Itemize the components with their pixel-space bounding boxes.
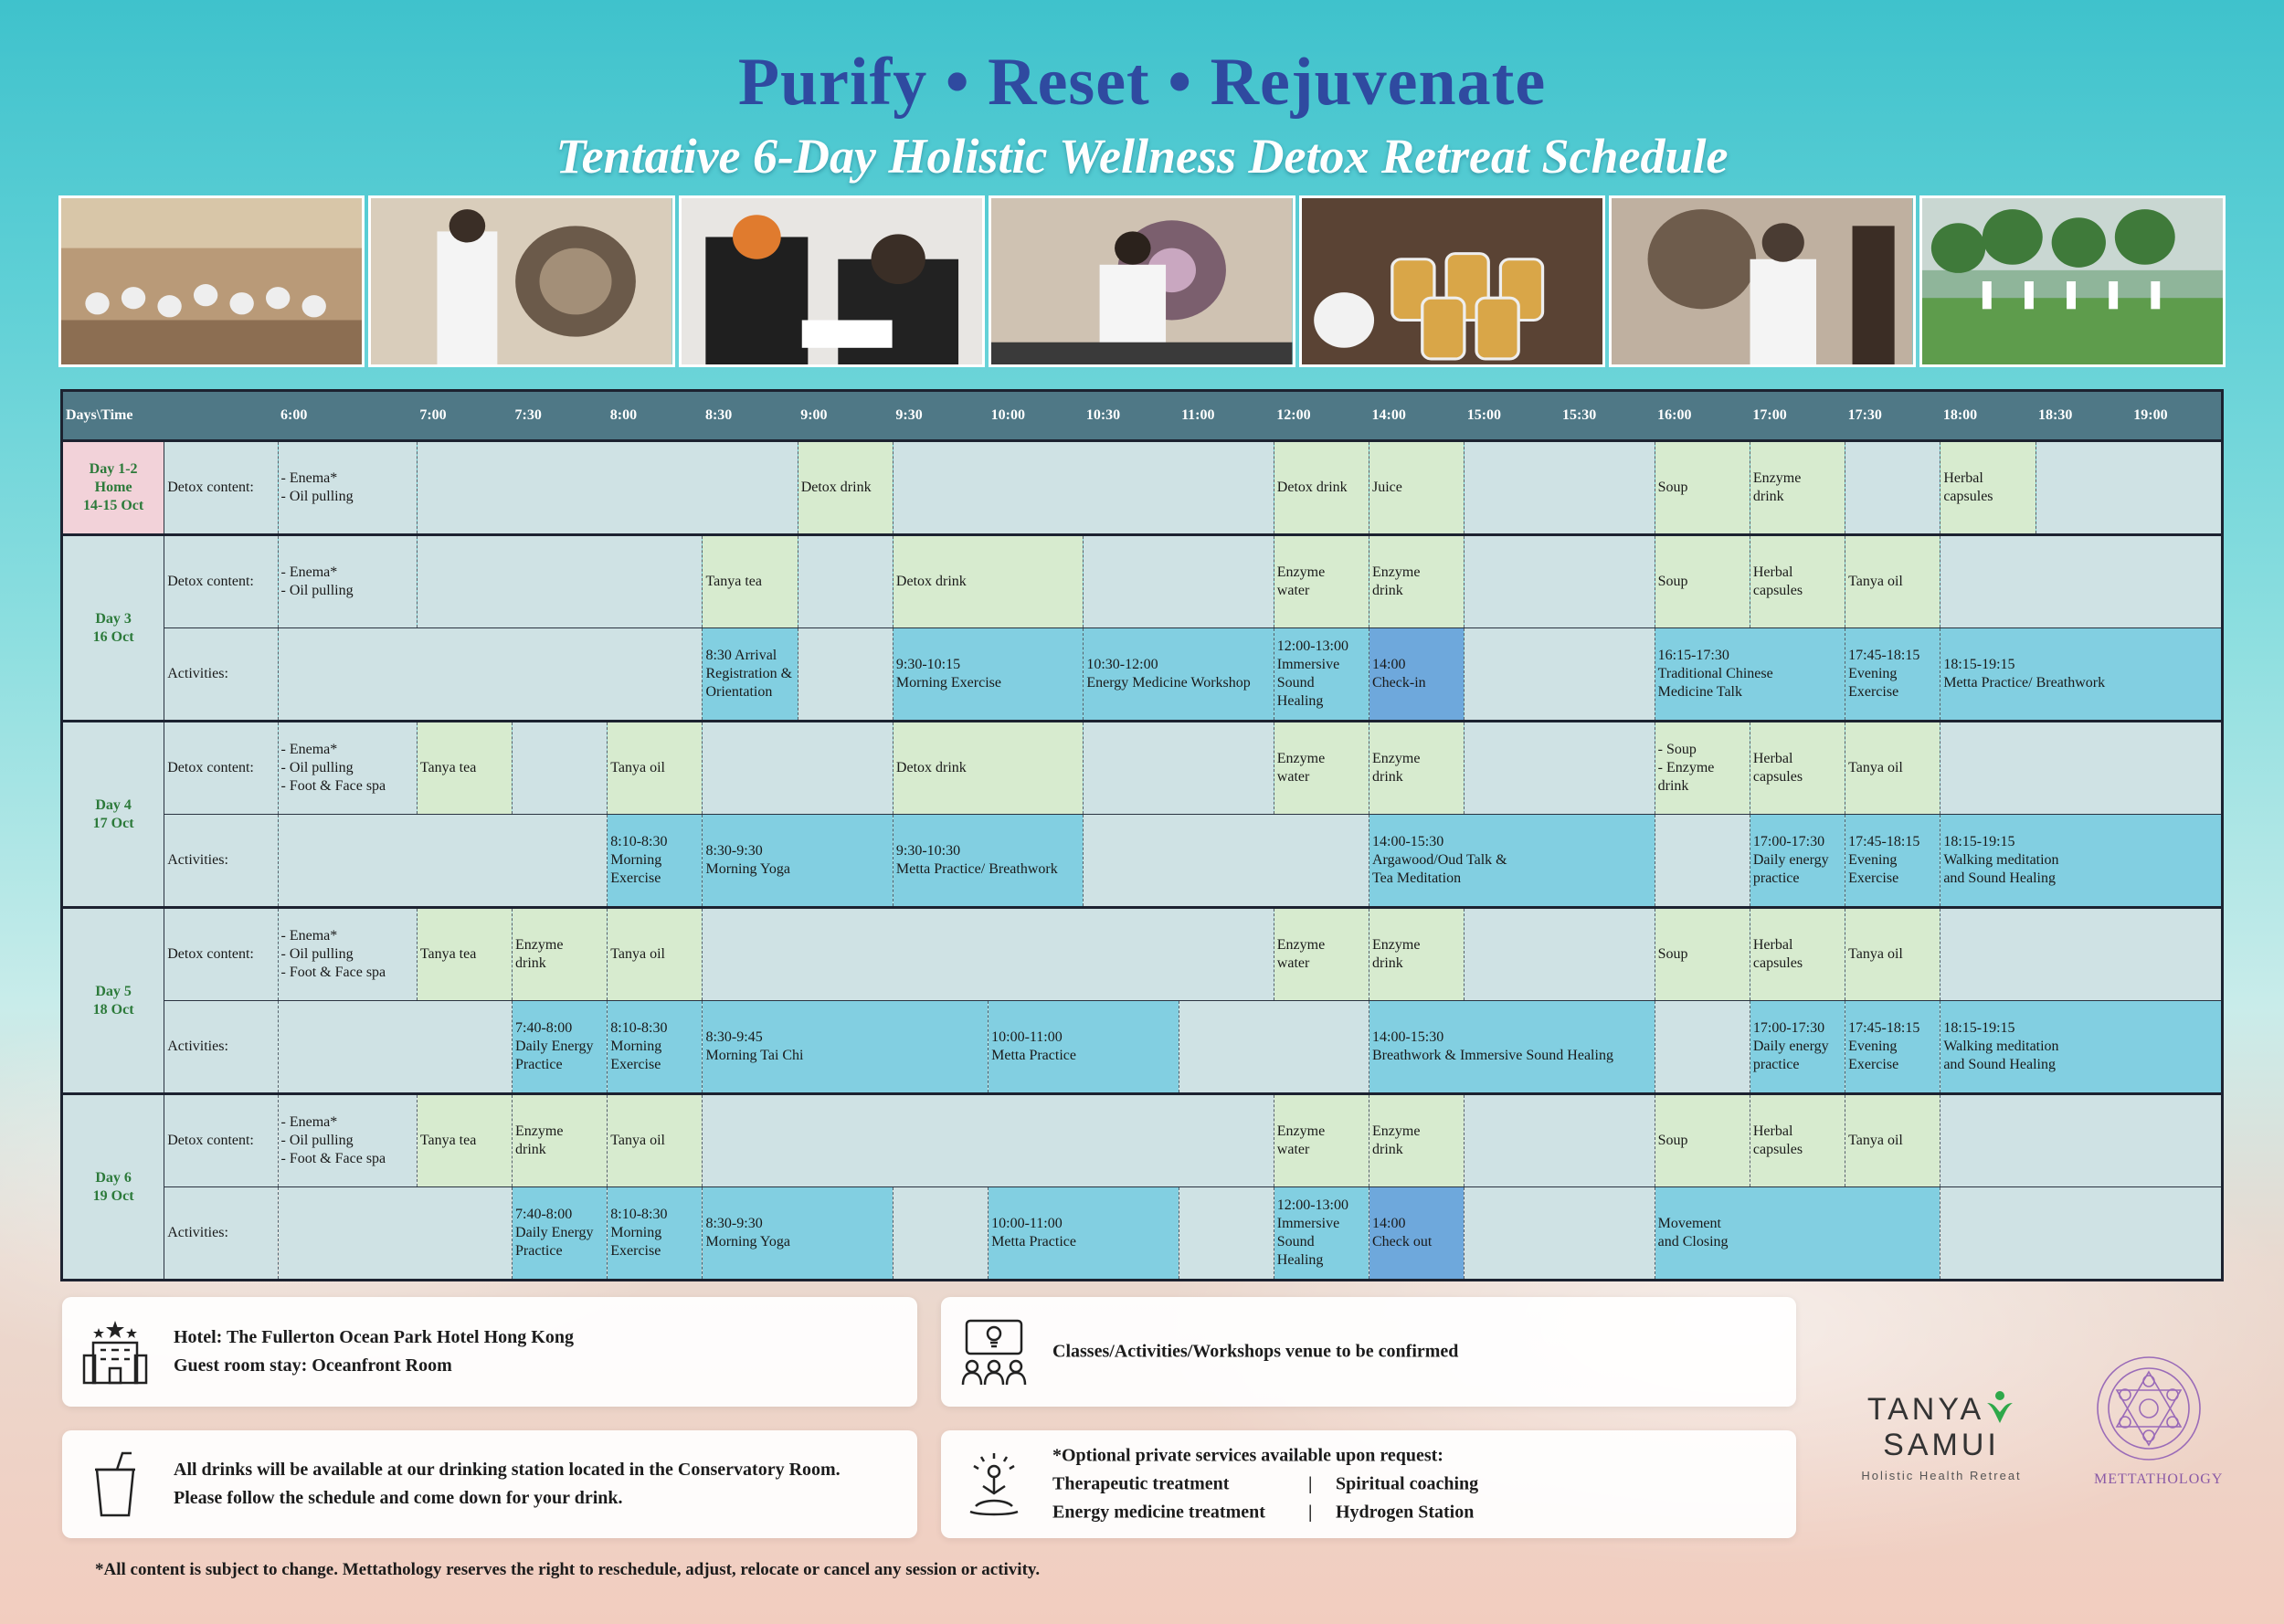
activity-cell: 17:00-17:30 Daily energy practice bbox=[1750, 1001, 1845, 1094]
day-row-detox bbox=[62, 722, 2223, 815]
schedule-cell: Detox drink bbox=[893, 535, 1083, 628]
schedule-cell: Tanya oil bbox=[608, 1094, 703, 1187]
schedule-cell: Enzyme drink bbox=[1369, 722, 1465, 815]
time-label: 8:00 bbox=[608, 391, 703, 441]
activity-cell: 7:40-8:00 Daily Energy Practice bbox=[513, 1187, 608, 1281]
schedule-cell: Enzyme drink bbox=[513, 908, 608, 1001]
time-label: 12:00 bbox=[1274, 391, 1369, 441]
optional-title: *Optional private services available upon request: bbox=[1052, 1445, 1443, 1466]
schedule-cell bbox=[278, 628, 703, 722]
activity-cell: 18:15-19:15 Walking meditation and Sound Healing bbox=[1940, 815, 2223, 908]
schedule-cell: Enzyme water bbox=[1274, 908, 1369, 1001]
schedule-cell: Tanya oil bbox=[1845, 535, 1940, 628]
schedule-cell bbox=[893, 441, 1274, 535]
schedule-cell: Enzyme drink bbox=[1369, 1094, 1465, 1187]
schedule-cell: Enzyme drink bbox=[1369, 535, 1465, 628]
time-label: 17:30 bbox=[1845, 391, 1940, 441]
service-spiritual: Spiritual coaching bbox=[1336, 1473, 1479, 1494]
activity-cell: 12:00-13:00 Immersive Sound Healing bbox=[1274, 628, 1369, 722]
drink-cup-icon bbox=[79, 1448, 152, 1521]
schedule-cell: Enzyme drink bbox=[513, 1094, 608, 1187]
activity-cell: Movement and Closing bbox=[1655, 1187, 1940, 1281]
activity-cell: 17:00-17:30 Daily energy practice bbox=[1750, 815, 1845, 908]
separator: | bbox=[1308, 1502, 1313, 1523]
brand-tagline: Holistic Health Retreat bbox=[1861, 1469, 2022, 1482]
time-label: 15:30 bbox=[1560, 391, 1655, 441]
drinks-card bbox=[62, 1430, 917, 1538]
photo-meditation-gong bbox=[989, 195, 1295, 367]
schedule-cell bbox=[1465, 441, 1655, 535]
row-label: Activities: bbox=[164, 1187, 278, 1281]
tanya-samui-logo bbox=[1827, 1390, 2056, 1482]
day-row-activities bbox=[62, 815, 2223, 908]
schedule-cell bbox=[1845, 441, 1940, 535]
schedule-cell: Juice bbox=[1369, 441, 1465, 535]
meditation-icon bbox=[957, 1448, 1031, 1521]
schedule-cell bbox=[1465, 1187, 1655, 1281]
schedule-cell: - Enema* - Oil pulling bbox=[278, 535, 417, 628]
schedule-cell bbox=[1940, 722, 2223, 815]
row-label: Detox content: bbox=[164, 535, 278, 628]
day-label: Day 1-2 Home 14-15 Oct bbox=[62, 441, 164, 535]
schedule-cell: Tanya oil bbox=[1845, 722, 1940, 815]
day-row-detox bbox=[62, 441, 2223, 535]
day-row-detox bbox=[62, 535, 2223, 628]
venue-card bbox=[941, 1297, 1796, 1407]
schedule-cell: Enzyme drink bbox=[1369, 908, 1465, 1001]
schedule-cell: Soup bbox=[1655, 1094, 1750, 1187]
schedule-cell bbox=[1465, 535, 1655, 628]
activity-cell: 8:10-8:30 Morning Exercise bbox=[608, 1001, 703, 1094]
activity-cell: 18:15-19:15 Walking meditation and Sound Healing bbox=[1940, 1001, 2223, 1094]
time-label: 9:00 bbox=[798, 391, 893, 441]
photo-writing-session bbox=[679, 195, 985, 367]
day-label: Day 3 16 Oct bbox=[62, 535, 164, 722]
schedule-cell: Herbal capsules bbox=[1750, 908, 1845, 1001]
schedule-cell: Enzyme water bbox=[1274, 535, 1369, 628]
row-label: Detox content: bbox=[164, 908, 278, 1001]
corner-label: Days\Time bbox=[62, 391, 279, 441]
schedule-cell bbox=[893, 1187, 988, 1281]
schedule-cell bbox=[513, 722, 608, 815]
schedule-cell bbox=[703, 722, 893, 815]
brand-text-left: TANYA bbox=[1866, 1392, 1985, 1427]
hotel-name: Hotel: The Fullerton Ocean Park Hotel Hong Kong bbox=[174, 1327, 574, 1347]
day-row-activities bbox=[62, 1001, 2223, 1094]
time-label: 11:00 bbox=[1179, 391, 1274, 441]
schedule-cell bbox=[703, 908, 1274, 1001]
activity-cell: 7:40-8:00 Daily Energy Practice bbox=[513, 1001, 608, 1094]
row-label: Activities: bbox=[164, 628, 278, 722]
row-label: Activities: bbox=[164, 815, 278, 908]
schedule-cell bbox=[1940, 1094, 2223, 1187]
activity-cell: 14:00-15:30 Argawood/Oud Talk & Tea Meditation bbox=[1369, 815, 1655, 908]
activity-cell: 8:30-9:30 Morning Yoga bbox=[703, 815, 893, 908]
schedule-cell bbox=[703, 1094, 1274, 1187]
photo-enzyme-jars bbox=[1299, 195, 1605, 367]
time-label: 15:00 bbox=[1465, 391, 1560, 441]
time-label: 19:00 bbox=[2131, 391, 2222, 441]
drinks-line-2: Please follow the schedule and come down for your drink. bbox=[174, 1488, 623, 1508]
service-therapeutic: Therapeutic treatment bbox=[1052, 1473, 1230, 1494]
schedule-table bbox=[60, 389, 2224, 1281]
schedule-cell: Herbal capsules bbox=[1940, 441, 2036, 535]
service-hydrogen: Hydrogen Station bbox=[1336, 1502, 1475, 1523]
activity-cell: 16:15-17:30 Traditional Chinese Medicine Talk bbox=[1655, 628, 1845, 722]
schedule-cell: Tanya tea bbox=[417, 722, 512, 815]
activity-cell: 17:45-18:15 Evening Exercise bbox=[1845, 1001, 1940, 1094]
schedule-cell: Tanya oil bbox=[1845, 908, 1940, 1001]
schedule-cell bbox=[278, 1187, 513, 1281]
schedule-cell: Detox drink bbox=[893, 722, 1083, 815]
hotel-icon bbox=[79, 1315, 152, 1388]
schedule-cell: - Enema* - Oil pulling - Foot & Face spa bbox=[278, 722, 417, 815]
schedule-cell: Enzyme water bbox=[1274, 722, 1369, 815]
separator: | bbox=[1308, 1473, 1313, 1494]
time-label: 14:00 bbox=[1369, 391, 1465, 441]
activity-cell: 9:30-10:15 Morning Exercise bbox=[893, 628, 1083, 722]
schedule-cell: Tanya oil bbox=[608, 908, 703, 1001]
schedule-cell bbox=[1465, 722, 1655, 815]
schedule-cell: Tanya tea bbox=[417, 1094, 512, 1187]
mettathology-logo bbox=[2094, 1354, 2224, 1488]
row-label: Detox content: bbox=[164, 1094, 278, 1187]
schedule-cell bbox=[1084, 535, 1274, 628]
row-label: Detox content: bbox=[164, 441, 278, 535]
activity-cell: 8:10-8:30 Morning Exercise bbox=[608, 815, 703, 908]
schedule-cell bbox=[1084, 722, 1274, 815]
day-label: Day 4 17 Oct bbox=[62, 722, 164, 908]
schedule-cell: Detox drink bbox=[1274, 441, 1369, 535]
schedule-cell: Tanya tea bbox=[417, 908, 512, 1001]
schedule-cell bbox=[798, 535, 893, 628]
mettathology-seal-icon bbox=[2094, 1354, 2204, 1463]
schedule-cell: - Soup - Enzyme drink bbox=[1655, 722, 1750, 815]
mettathology-name: METTATHOLOGY bbox=[2094, 1471, 2224, 1487]
time-label: 6:00 bbox=[278, 391, 417, 441]
schedule-cell bbox=[798, 628, 893, 722]
day-row-activities bbox=[62, 1187, 2223, 1281]
schedule-cell: Detox drink bbox=[798, 441, 893, 535]
presenter-icon bbox=[957, 1315, 1031, 1388]
day-label: Day 6 19 Oct bbox=[62, 1094, 164, 1281]
time-label: 17:00 bbox=[1750, 391, 1845, 441]
activity-cell: 12:00-13:00 Immersive Sound Healing bbox=[1274, 1187, 1369, 1281]
schedule-cell bbox=[1084, 815, 1369, 908]
optional-row-1 bbox=[1052, 1471, 1478, 1499]
activity-cell: 10:00-11:00 Metta Practice bbox=[989, 1001, 1179, 1094]
time-label: 10:00 bbox=[989, 391, 1084, 441]
activity-cell: 8:30-9:45 Morning Tai Chi bbox=[703, 1001, 989, 1094]
schedule-cell bbox=[1655, 815, 1750, 908]
schedule-cell bbox=[1940, 535, 2223, 628]
photo-gong-master bbox=[368, 195, 674, 367]
optional-row-2 bbox=[1052, 1499, 1478, 1527]
time-header-row bbox=[62, 391, 2223, 441]
schedule-cell: Herbal capsules bbox=[1750, 1094, 1845, 1187]
schedule-cell: Enzyme water bbox=[1274, 1094, 1369, 1187]
schedule-cell bbox=[278, 815, 608, 908]
page-subtitle: Tentative 6-Day Holistic Wellness Detox Retreat Schedule bbox=[555, 129, 1729, 184]
schedule-cell: Soup bbox=[1655, 535, 1750, 628]
schedule-cell bbox=[1940, 908, 2223, 1001]
day-row-detox bbox=[62, 908, 2223, 1001]
time-label: 9:30 bbox=[893, 391, 988, 441]
drinks-line-1: All drinks will be available at our drinking station located in the Conservatory Room. bbox=[174, 1460, 841, 1480]
schedule-cell: Enzyme drink bbox=[1750, 441, 1845, 535]
venue-note: Classes/Activities/Workshops venue to be confirmed bbox=[1052, 1341, 1459, 1362]
figure-icon bbox=[1984, 1390, 2015, 1425]
activity-cell: 14:00 Check out bbox=[1369, 1187, 1465, 1281]
schedule-cell: Soup bbox=[1655, 908, 1750, 1001]
time-label: 18:30 bbox=[2036, 391, 2131, 441]
day-row-detox bbox=[62, 1094, 2223, 1187]
schedule-cell: Soup bbox=[1655, 441, 1750, 535]
schedule-cell bbox=[1179, 1187, 1274, 1281]
photo-strip bbox=[58, 195, 2226, 367]
activity-cell: 10:00-11:00 Metta Practice bbox=[989, 1187, 1179, 1281]
activity-cell: 17:45-18:15 Evening Exercise bbox=[1845, 628, 1940, 722]
day-label: Day 5 18 Oct bbox=[62, 908, 164, 1094]
activity-cell: 14:00 Check-in bbox=[1369, 628, 1465, 722]
schedule-cell: Herbal capsules bbox=[1750, 722, 1845, 815]
schedule-cell: Tanya oil bbox=[1845, 1094, 1940, 1187]
schedule-cell bbox=[1940, 1187, 2223, 1281]
schedule-cell bbox=[417, 535, 703, 628]
brand-text-right: SAMUI bbox=[1883, 1428, 2000, 1462]
schedule-cell bbox=[1465, 908, 1655, 1001]
activity-cell: 14:00-15:30 Breathwork & Immersive Sound Healing bbox=[1369, 1001, 1655, 1094]
schedule-cell bbox=[1465, 628, 1655, 722]
schedule-cell: - Enema* - Oil pulling bbox=[278, 441, 417, 535]
photo-speaker bbox=[1609, 195, 1915, 367]
row-label: Activities: bbox=[164, 1001, 278, 1094]
row-label: Detox content: bbox=[164, 722, 278, 815]
optional-services-card bbox=[941, 1430, 1796, 1538]
time-label: 18:00 bbox=[1940, 391, 2036, 441]
day-row-activities bbox=[62, 628, 2223, 722]
activity-cell: 17:45-18:15 Evening Exercise bbox=[1845, 815, 1940, 908]
schedule-cell bbox=[1465, 1094, 1655, 1187]
photo-group-class bbox=[58, 195, 365, 367]
schedule-cell: Tanya oil bbox=[608, 722, 703, 815]
activity-cell: 9:30-10:30 Metta Practice/ Breathwork bbox=[893, 815, 1083, 908]
photo-outdoor-exercise bbox=[1919, 195, 2226, 367]
time-label: 8:30 bbox=[703, 391, 798, 441]
activity-cell: 8:30-9:30 Morning Yoga bbox=[703, 1187, 893, 1281]
disclaimer: *All content is subject to change. Mettathology reserves the right to reschedule, adjust, relocate or cancel any session or activity. bbox=[95, 1560, 1041, 1579]
schedule-cell: - Enema* - Oil pulling - Foot & Face spa bbox=[278, 1094, 417, 1187]
schedule-cell bbox=[278, 1001, 513, 1094]
schedule-cell bbox=[1179, 1001, 1369, 1094]
time-label: 16:00 bbox=[1655, 391, 1750, 441]
time-label: 10:30 bbox=[1084, 391, 1179, 441]
activity-cell: 10:30-12:00 Energy Medicine Workshop bbox=[1084, 628, 1274, 722]
time-label: 7:30 bbox=[513, 391, 608, 441]
schedule-cell: Herbal capsules bbox=[1750, 535, 1845, 628]
activity-cell: 8:10-8:30 Morning Exercise bbox=[608, 1187, 703, 1281]
room-type: Guest room stay: Oceanfront Room bbox=[174, 1355, 452, 1376]
time-label: 7:00 bbox=[417, 391, 512, 441]
schedule-cell: Tanya tea bbox=[703, 535, 798, 628]
schedule-cell bbox=[417, 441, 798, 535]
service-energy: Energy medicine treatment bbox=[1052, 1502, 1265, 1523]
activity-cell: 8:30 Arrival Registration & Orientation bbox=[703, 628, 798, 722]
schedule-cell: - Enema* - Oil pulling - Foot & Face spa bbox=[278, 908, 417, 1001]
activity-cell: 18:15-19:15 Metta Practice/ Breathwork bbox=[1940, 628, 2223, 722]
hotel-card bbox=[62, 1297, 917, 1407]
schedule-cell bbox=[1655, 1001, 1750, 1094]
schedule-cell bbox=[2036, 441, 2222, 535]
page-title: Purify • Reset • Rejuvenate bbox=[737, 45, 1547, 120]
